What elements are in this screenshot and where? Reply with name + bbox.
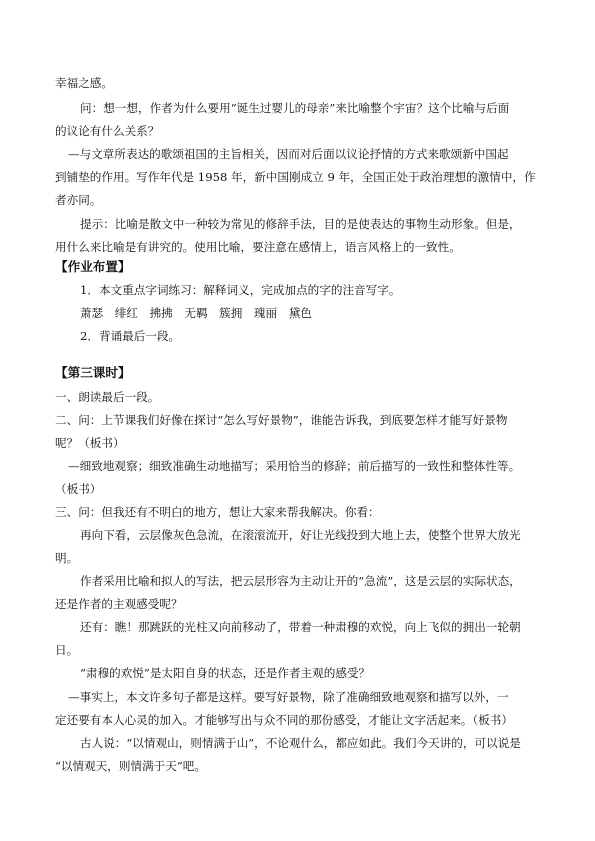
quote-line: 再向下看，云层像灰色急流，在滚滚流开，好让光线投到大地上去，使整个世界大放光 <box>80 528 521 542</box>
homework-item: 1．本文重点字词练习：解释词义，完成加点的字的注音写字。 <box>80 283 401 297</box>
paragraph-line: “以情观天，则情满于天”吧。 <box>55 759 206 773</box>
step-line: 呢？（板书） <box>55 436 125 450</box>
homework-item: 2．背诵最后一段。 <box>80 329 181 343</box>
answer-line: —事实上，本文许多句子都是这样。要写好景物，除了准确细致地观察和描写以外，一 <box>68 690 509 704</box>
hint-line: 提示：比喻是散文中一种较为常见的修辞手法，目的是使表达的事物生动形象。但是， <box>80 217 521 231</box>
quote-line: 还有：瞧！那跳跃的光柱又向前移动了，带着一种肃穆的欢悦，向上飞似的拥出一轮朝 <box>80 620 521 634</box>
answer-line: —细致地观察；细致准确生动地描写；采用恰当的修辞；前后描写的一致性和整体性等。 <box>68 459 521 473</box>
paragraph-line: 还是作者的主观感受呢？ <box>55 597 183 611</box>
section-heading: 【第三课时】 <box>55 365 131 380</box>
question-line: 的议论有什么关系？ <box>55 124 160 138</box>
vocabulary-line: 萧瑟 绯红 拂拂 无羁 簇拥 瑰丽 黛色 <box>80 306 312 320</box>
paragraph-line: 古人说：“以情观山，则情满于山”，不论观什么，都应如此。我们今天讲的，可以说是 <box>80 736 521 750</box>
answer-line: 到铺垫的作用。写作年代是 1958 年，新中国刚成立 9 年，全国正处于政治理想的激情中，作 <box>55 170 536 184</box>
paragraph-line: 幸福之感。 <box>55 76 113 90</box>
step-line: 三、问：但我还有不明白的地方，想让大家来帮我解决。你看： <box>55 505 380 519</box>
question-line: “肃穆的欢悦”是太阳自身的状态，还是作者主观的感受？ <box>80 666 371 680</box>
step-line: 一、朗读最后一段。 <box>55 390 160 404</box>
answer-line: 定还要有本人心灵的加入。才能够写出与众不同的那份感受，才能让文字活起来。（板书） <box>55 713 513 727</box>
answer-line: —与文章所表达的歌颂祖国的主旨相关，因而对后面以议论抒情的方式来歌颂新中国起 <box>68 147 509 161</box>
hint-line: 用什么来比喻是有讲究的。使用比喻，要注意在感情上，语言风格上的一致性。 <box>55 240 461 254</box>
paragraph-line: 作者采用比喻和拟人的写法，把云层形容为主动让开的“急流”，这是云层的实际状态， <box>80 574 521 588</box>
answer-line: 者亦同。 <box>55 193 102 207</box>
quote-line: 明。 <box>55 551 79 565</box>
step-line: 二、问：上节课我们好像在探讨“怎么写好景物”，谁能告诉我，到底要怎样才能写好景物 <box>55 413 508 427</box>
answer-line: （板书） <box>55 482 102 496</box>
section-heading: 【作业布置】 <box>55 259 131 274</box>
question-line: 问：想一想，作者为什么要用“诞生过婴儿的母亲”来比喻整个宇宙？这个比喻与后面 <box>80 101 510 115</box>
quote-line: 日。 <box>55 643 79 657</box>
